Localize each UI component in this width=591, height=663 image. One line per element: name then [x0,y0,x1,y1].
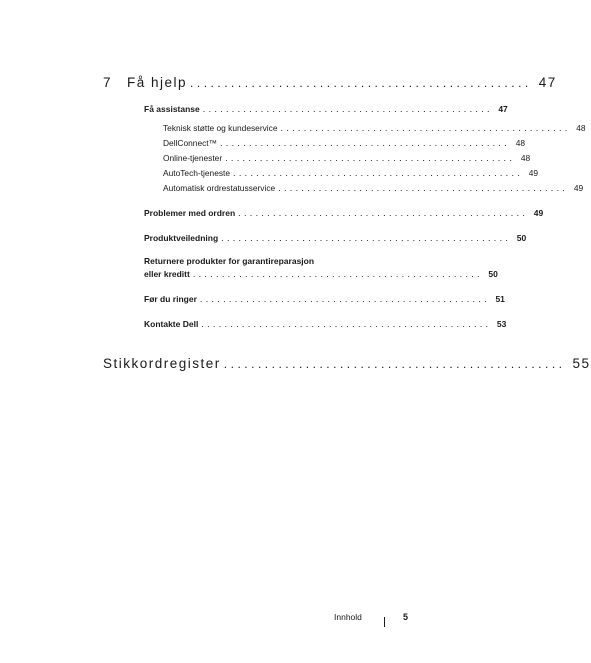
dot-leader: .................................................. [225,153,516,163]
dot-leader: .................................................. [199,294,490,304]
toc-section-entry[interactable] [144,104,508,114]
toc-section-entry[interactable] [144,233,527,243]
dot-leader: .................................................. [220,138,511,148]
toc-section-entry[interactable] [144,319,507,329]
index-title: Stikkordregister [103,356,221,371]
dot-leader: .................................................. [202,104,493,114]
toc-subsection-entry[interactable] [163,123,586,133]
dot-leader: .................................................. [223,357,566,371]
toc-subsection-entry[interactable] [163,153,531,163]
chapter-title: Få hjelp [127,75,188,90]
section-title-line2: eller kreditt [144,269,190,279]
toc-subsection-entry[interactable] [163,138,526,148]
toc-index-entry[interactable] [103,356,591,371]
dot-leader: .................................................. [280,123,571,133]
subsection-title: DellConnect™ [163,138,217,148]
dot-leader: .................................................. [238,208,529,218]
dot-leader: .................................................. [278,183,569,193]
index-page: 55 [572,356,591,371]
toc-subsection-entry[interactable] [163,183,584,193]
footer-divider [384,617,385,627]
subsection-page: 48 [576,123,586,133]
dot-leader: .................................................. [201,319,492,329]
subsection-page: 49 [528,168,539,178]
toc-section-entry[interactable] [144,269,498,279]
footer-page-number: 5 [403,612,409,622]
subsection-title: Teknisk støtte og kundeservice [163,123,278,133]
dot-leader: .................................................. [221,233,512,243]
dot-leader: .................................................. [192,269,483,279]
section-page: 50 [488,269,498,279]
toc-chapter-entry[interactable] [103,75,557,90]
subsection-page: 49 [573,183,584,193]
subsection-title: Online-tjenester [163,153,223,163]
dot-leader: .................................................. [190,76,532,90]
toc-section-entry[interactable] [144,208,544,218]
section-title-line1[interactable]: Returnere produkter for garantireparasjon [144,256,315,266]
toc-subsection-entry[interactable] [163,168,539,178]
section-title: Før du ringer [144,294,197,304]
subsection-title: Automatisk ordrestatusservice [163,183,276,193]
section-page: 47 [498,104,508,114]
chapter-page: 47 [538,75,557,90]
section-page: 51 [495,294,505,304]
section-page: 53 [496,319,507,329]
chapter-number: 7 [103,75,113,90]
toc-section-entry[interactable] [144,294,505,304]
section-title: Få assistanse [144,104,200,114]
subsection-page: 48 [520,153,531,163]
section-title: Produktveiledning [144,233,219,243]
section-title: Problemer med ordren [144,208,236,218]
dot-leader: .................................................. [233,168,524,178]
section-title: Kontakte Dell [144,319,199,329]
subsection-title: AutoTech-tjeneste [163,168,231,178]
section-page: 50 [516,233,527,243]
subsection-page: 48 [515,138,526,148]
footer-label: Innhold [334,612,362,622]
section-page: 49 [533,208,544,218]
